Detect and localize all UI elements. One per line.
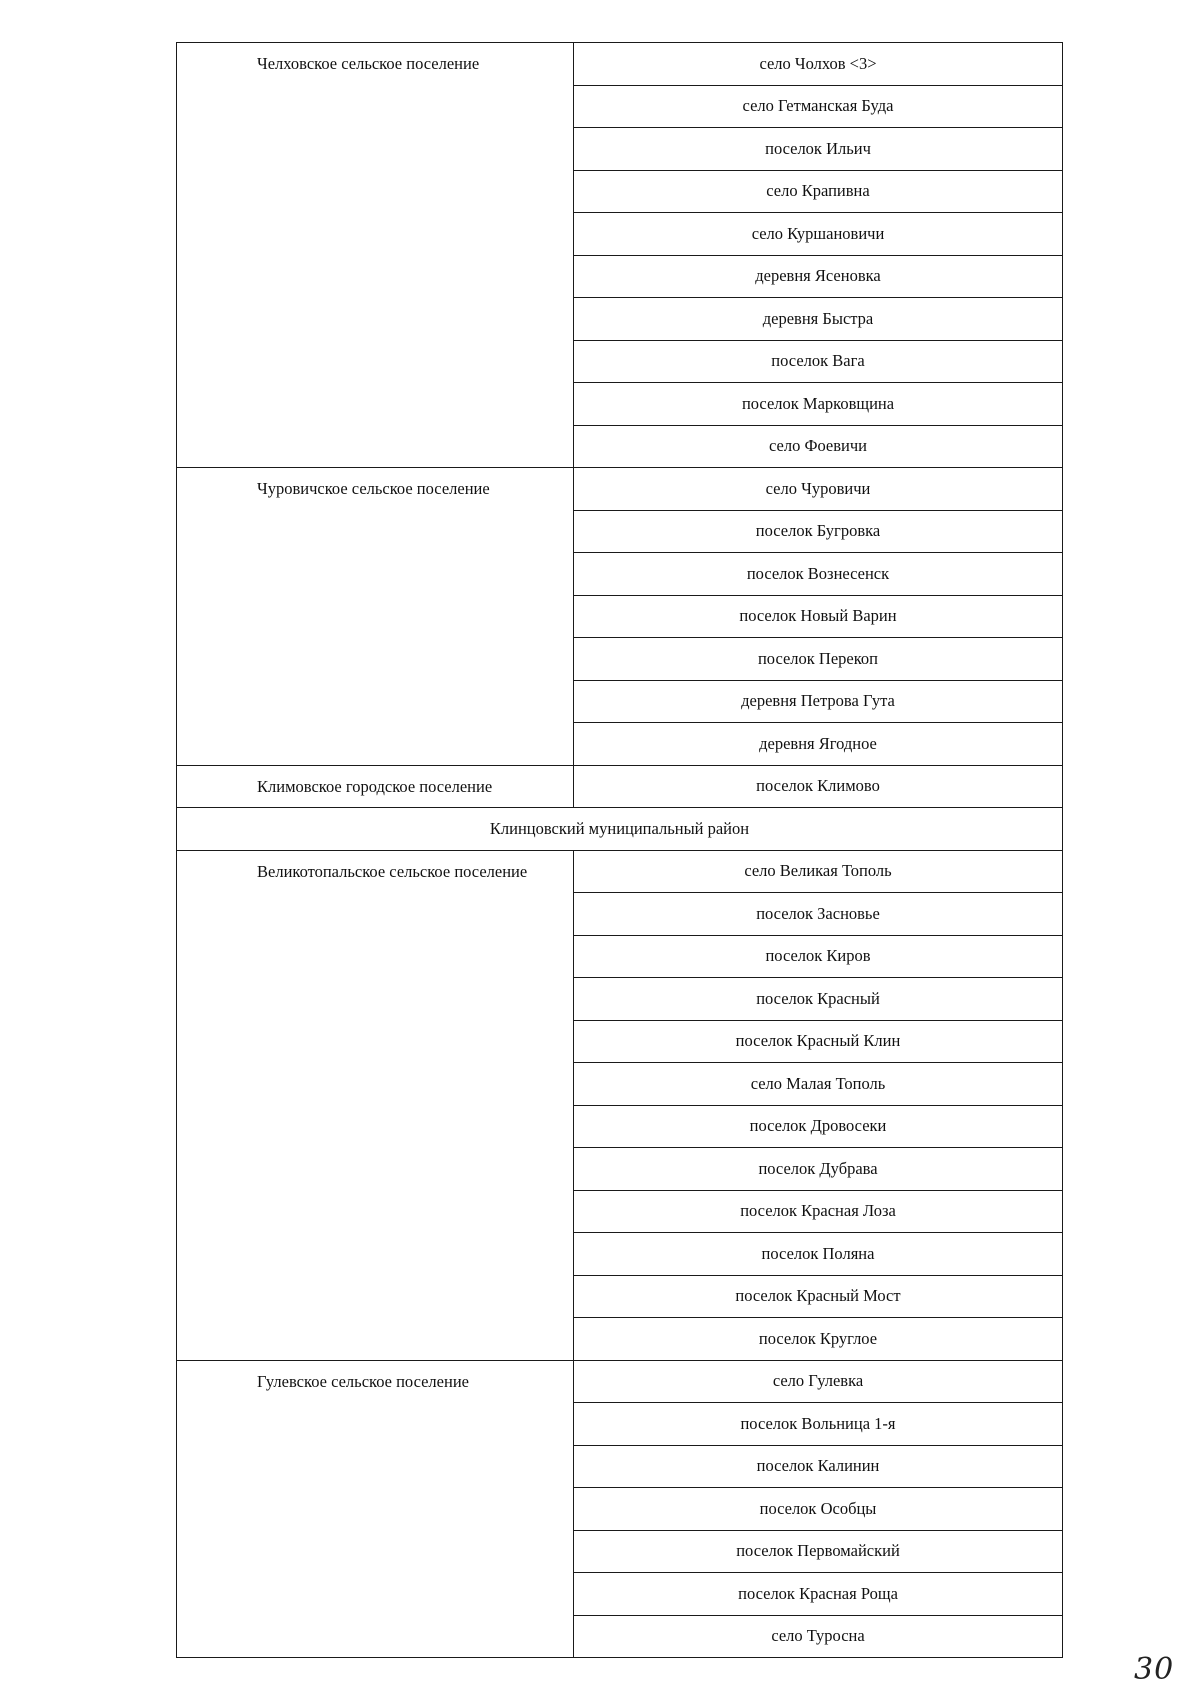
locality-name: поселок Перекоп — [574, 638, 1063, 681]
locality-name: поселок Особцы — [574, 1488, 1063, 1531]
locality-name: поселок Дровосеки — [574, 1105, 1063, 1148]
settlements-table-body — [177, 43, 1063, 1658]
locality-name: село Фоевичи — [574, 425, 1063, 468]
locality-name: поселок Киров — [574, 935, 1063, 978]
locality-name: поселок Красный — [574, 978, 1063, 1021]
locality-name: поселок Вольница 1-я — [574, 1403, 1063, 1446]
settlement-name: Чуровичское сельское поселение — [177, 468, 574, 766]
locality-name: поселок Вага — [574, 340, 1063, 383]
district-name: Клинцовский муниципальный район — [177, 808, 1063, 851]
locality-name: село Малая Тополь — [574, 1063, 1063, 1106]
settlement-name: Климовское городское поселение — [177, 765, 574, 808]
locality-name: село Куршановичи — [574, 213, 1063, 256]
locality-name: поселок Дубрава — [574, 1148, 1063, 1191]
locality-name: поселок Климово — [574, 765, 1063, 808]
settlement-name: Гулевское сельское поселение — [177, 1360, 574, 1658]
locality-name: село Туросна — [574, 1615, 1063, 1658]
settlement-name: Великотопальское сельское поселение — [177, 850, 574, 1360]
locality-name: деревня Ясеновка — [574, 255, 1063, 298]
settlement-name: Челховское сельское поселение — [177, 43, 574, 468]
locality-name: поселок Калинин — [574, 1445, 1063, 1488]
table-row — [177, 43, 1063, 86]
locality-name: село Чолхов <3> — [574, 43, 1063, 86]
locality-name: село Чуровичи — [574, 468, 1063, 511]
locality-name: село Великая Тополь — [574, 850, 1063, 893]
locality-name: поселок Красная Лоза — [574, 1190, 1063, 1233]
locality-name: поселок Ильич — [574, 128, 1063, 171]
district-row — [177, 808, 1063, 851]
locality-name: поселок Новый Варин — [574, 595, 1063, 638]
locality-name: поселок Красный Клин — [574, 1020, 1063, 1063]
locality-name: поселок Круглое — [574, 1318, 1063, 1361]
locality-name: деревня Быстра — [574, 298, 1063, 341]
locality-name: поселок Марковщина — [574, 383, 1063, 426]
locality-name: село Гетманская Буда — [574, 85, 1063, 128]
table-row — [177, 1360, 1063, 1403]
locality-name: деревня Ягодное — [574, 723, 1063, 766]
table-row — [177, 850, 1063, 893]
locality-name: село Крапивна — [574, 170, 1063, 213]
locality-name: поселок Бугровка — [574, 510, 1063, 553]
locality-name: поселок Вознесенск — [574, 553, 1063, 596]
locality-name: поселок Засновье — [574, 893, 1063, 936]
page-number: 30 — [1134, 1652, 1175, 1687]
locality-name: поселок Красный Мост — [574, 1275, 1063, 1318]
locality-name: село Гулевка — [574, 1360, 1063, 1403]
locality-name: поселок Первомайский — [574, 1530, 1063, 1573]
settlements-table — [176, 42, 1063, 1658]
locality-name: деревня Петрова Гута — [574, 680, 1063, 723]
table-row — [177, 765, 1063, 808]
locality-name: поселок Поляна — [574, 1233, 1063, 1276]
locality-name: поселок Красная Роща — [574, 1573, 1063, 1616]
table-row — [177, 468, 1063, 511]
